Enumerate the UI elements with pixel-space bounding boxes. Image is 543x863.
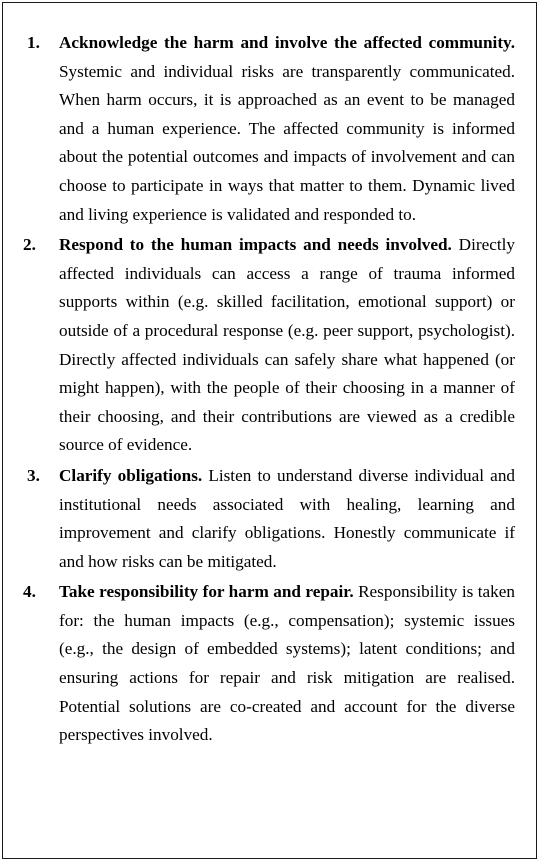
principles-box — [2, 2, 537, 859]
item-number: 4. — [23, 582, 36, 602]
item-heading: Take responsibility for harm and repair. — [59, 582, 359, 602]
item-heading: Clarify obligations. — [59, 465, 209, 485]
principles-list — [23, 29, 516, 750]
item-heading: Respond to the human impacts and needs involved. — [59, 235, 459, 255]
item-number: 2. — [23, 235, 36, 255]
item-text: Responsibility is taken for: the human impacts (e.g., compensation); systemic issues (e.g., the design of embedded systems); latent conditions; and ensuring actions for repair and risk mitigation are realised. Potential solutions are co-created and account for the diverse perspectives involved. — [59, 582, 515, 745]
item-text: Listen to understand diverse individual and institutional needs associated with healing, learning and improvement and clarify obligations. Honestly communicate if and how risks can be mitigated. — [59, 465, 516, 571]
list-item — [27, 462, 515, 576]
list-item — [23, 231, 515, 460]
list-item — [23, 578, 515, 750]
item-heading: Acknowledge the harm and involve the affected community. — [59, 33, 515, 52]
item-text: Directly affected individuals can access a range of trauma informed supports within (e.g. skilled facilitation, emotional support) or outside of a procedural response (e.g. peer support, psychologist). Directly affected individuals can safely share what happened (or might happen), with the people of their choosing in a manner of their choosing, and their contributions are viewed as a credible source of evidence. — [59, 235, 515, 455]
item-text: Systemic and individual risks are transparently communicated. When harm occurs, it is approached as an event to be managed and a human experience. The affected community is informed about the potential outcomes and impacts of involvement and can choose to participate in ways that matter to them. Dynamic lived and living experience is validated and responded to. — [59, 61, 515, 224]
item-number: 1. — [27, 33, 40, 52]
list-item — [27, 29, 515, 229]
item-number: 3. — [27, 465, 40, 485]
